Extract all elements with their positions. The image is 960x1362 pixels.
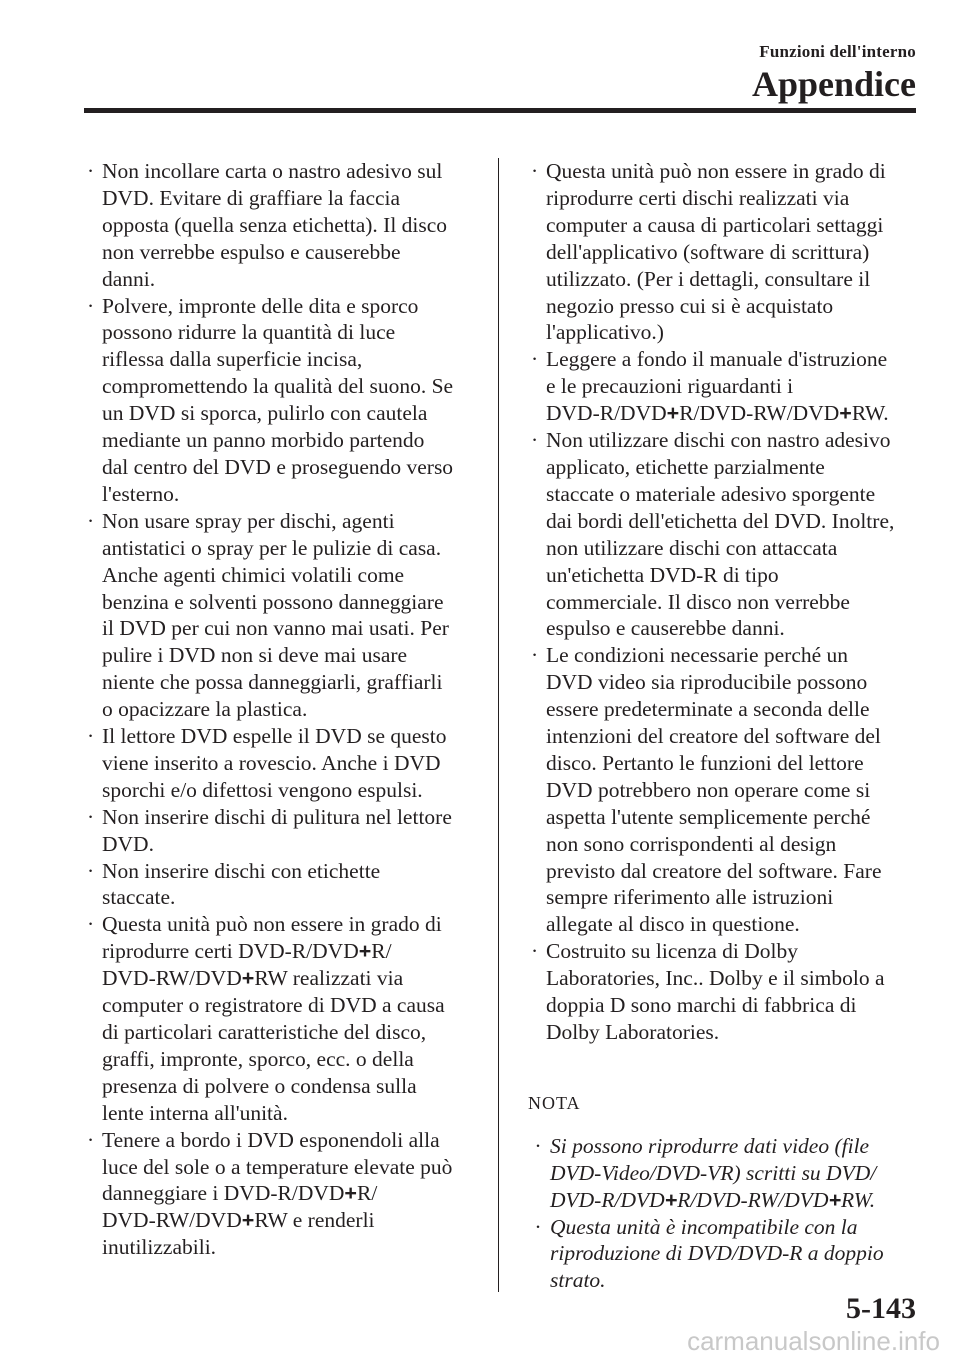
bullet-item (86, 508, 486, 723)
text-line: presenza di polvere o condensa sulla (102, 1073, 417, 1098)
text-line: o opacizzare la plastica. (102, 697, 308, 722)
text-line: Non inserire dischi di pulitura nel lettore (102, 804, 452, 829)
text-line: Polvere, impronte delle dita e sporco (102, 293, 419, 318)
text-line: il DVD per cui non vanno mai usati. Per (102, 616, 449, 641)
text-line: intenzioni del creatore del software del (546, 724, 881, 749)
text-line: antistatici o spray per le pulizie di casa. (102, 535, 442, 560)
text-line: Il lettore DVD espelle il DVD se questo (102, 724, 447, 749)
text-line: disco. Pertanto le funzioni del lettore (546, 750, 864, 775)
plus-glyph: + (666, 401, 680, 426)
text-line: Questa unità può non essere in grado di (546, 159, 886, 183)
text-line: Leggere a fondo il manuale d'istruzione (546, 347, 888, 372)
text-line: strato. (550, 1268, 606, 1293)
text-line: non verrebbe espulso e causerebbe (102, 239, 401, 264)
text-line: DVD potrebbero non operare come si (546, 777, 871, 802)
text-line: mediante un panno morbido partendo (102, 428, 425, 453)
text-line: utilizzato. (Per i dettagli, consultare il (546, 266, 871, 291)
text-line: DVD-RW/DVD+RW realizzati via (102, 966, 404, 991)
text-line: danneggiare i DVD-R/DVD+R/ (102, 1181, 378, 1206)
left-column (86, 158, 486, 1261)
header-rule (84, 108, 916, 113)
text-line: Costruito su licenza di Dolby (546, 939, 798, 964)
column-divider (498, 158, 499, 1292)
text-line: staccate o materiale adesivo sporgente (546, 481, 876, 506)
text-line: commerciale. Il disco non verrebbe (546, 589, 850, 614)
section-label: Funzioni dell'interno (759, 42, 916, 61)
text-line: Non utilizzare dischi con nastro adesivo (546, 428, 891, 453)
text-line: Anche agenti chimici volatili come (102, 562, 405, 587)
text-line: applicato, etichette parzialmente (546, 454, 825, 479)
text-line: DVD-Video/DVD-VR) scritti su DVD/ (550, 1160, 877, 1185)
text-line: previsto dal creatore del software. Fare (546, 858, 882, 883)
text-line: l'esterno. (102, 481, 180, 506)
right-bullet-list (530, 158, 918, 1046)
text-line: non sono corrispondenti al design (546, 831, 837, 856)
bullet-item (86, 1127, 486, 1262)
text-line: viene inserito a rovescio. Anche i DVD (102, 750, 441, 775)
right-column (530, 158, 918, 1294)
text-line: staccate. (102, 885, 176, 910)
text-line: riflessa dalla superficie incisa, (102, 347, 363, 372)
text-line: Le condizioni necessarie perché un (546, 643, 849, 668)
text-line: Questa unità è incompatibile con la (550, 1214, 858, 1239)
plus-glyph: + (241, 966, 255, 991)
bullet-item (530, 938, 918, 1046)
text-line: riprodurre certi dischi realizzati via (546, 185, 850, 210)
bullet-item (86, 911, 486, 1126)
text-line: DVD video sia riproducibile possono (546, 670, 868, 695)
text-line: riproduzione di DVD/DVD-R a doppio (550, 1241, 884, 1266)
bullet-item (530, 427, 918, 642)
text-line: compromettendo la qualità del suono. Se (102, 374, 454, 399)
text-line: Dolby Laboratories. (546, 1020, 720, 1044)
text-line: lente interna all'unità. (102, 1100, 288, 1125)
text-line: computer a causa di particolari settaggi (546, 212, 884, 237)
text-line: aspetta l'utente semplicemente perché (546, 804, 871, 829)
text-line: Non incollare carta o nastro adesivo sul (102, 159, 443, 183)
plus-glyph: + (839, 401, 852, 426)
text-line: benzina e solventi possono danneggiare (102, 589, 444, 614)
bullet-item (530, 158, 918, 346)
text-line: doppia D sono marchi di fabbrica di (546, 993, 857, 1018)
bullet-item (86, 804, 486, 858)
page-title: Appendice (751, 64, 916, 104)
bullet-item (86, 293, 486, 508)
note-list (530, 1133, 918, 1294)
text-line: computer o registratore di DVD a causa (102, 993, 445, 1018)
text-line: l'applicativo.) (546, 320, 664, 345)
bullet-item (534, 1214, 918, 1295)
text-line: Tenere a bordo i DVD esponendoli alla (102, 1127, 440, 1152)
text-line: non utilizzare dischi con attaccata (546, 535, 838, 560)
text-line: e le precauzioni riguardanti i (546, 374, 794, 399)
text-line: danni. (102, 266, 156, 291)
text-line: inutilizzabili. (102, 1235, 217, 1260)
text-line: un DVD si sporca, pulirlo con cautela (102, 401, 428, 426)
text-line: pulire i DVD non si deve mai usare (102, 643, 408, 668)
page-number: 5-143 (846, 1292, 916, 1325)
text-line: di particolari caratteristiche del disco, (102, 1020, 427, 1044)
text-line: espulso e causerebbe danni. (546, 616, 785, 641)
text-line: sempre riferimento alle istruzioni (546, 885, 834, 910)
text-line: allegate al disco in questione. (546, 912, 800, 937)
plus-glyph: + (344, 1181, 357, 1206)
bullet-item (86, 858, 486, 912)
bullet-item (86, 723, 486, 804)
text-line: DVD. Evitare di graffiare la faccia (102, 185, 401, 210)
text-line: DVD. (102, 831, 154, 856)
text-line: luce del sole o a temperature elevate può (102, 1154, 453, 1179)
text-line: Laboratories, Inc.. Dolby e il simbolo a (546, 966, 885, 991)
text-line: dai bordi dell'etichetta del DVD. Inoltre, (546, 508, 895, 533)
text-line: DVD-R/DVD+R/DVD-RW/DVD+RW. (550, 1187, 876, 1212)
text-line: dell'applicativo (software di scrittura) (546, 239, 870, 264)
text-line: riprodurre certi DVD-R/DVD+R/ (102, 939, 392, 964)
left-bullet-list (86, 158, 486, 1261)
text-line: dal centro del DVD e proseguendo verso (102, 454, 454, 479)
text-line: DVD-RW/DVD+RW e renderli (102, 1208, 375, 1233)
bullet-item (530, 346, 918, 427)
note-heading: NOTA (528, 1092, 581, 1113)
plus-glyph: + (664, 1187, 678, 1212)
text-line: Non usare spray per dischi, agenti (102, 508, 395, 533)
text-line: Non inserire dischi con etichette (102, 858, 381, 883)
text-line: Si possono riprodurre dati video (file (550, 1133, 870, 1158)
text-line: essere predeterminate a seconda delle (546, 697, 870, 722)
text-line: un'etichetta DVD-R di tipo (546, 562, 779, 587)
text-line: graffi, impronte, sporco, ecc. o della (102, 1046, 414, 1071)
text-line: sporchi e/o difettosi vengono espulsi. (102, 777, 423, 802)
text-line: DVD-R/DVD+R/DVD-RW/DVD+RW. (546, 401, 889, 426)
text-line: negozio presso cui si è acquistato (546, 293, 834, 318)
bullet-item (86, 158, 486, 293)
bullet-item (534, 1133, 918, 1214)
watermark: carmanualsonline.info (687, 1326, 940, 1356)
text-line: niente che possa danneggiarli, graffiarli (102, 670, 443, 695)
plus-glyph: + (828, 1187, 842, 1212)
text-line: Questa unità può non essere in grado di (102, 912, 442, 937)
text-line: possono ridurre la quantità di luce (102, 320, 396, 345)
plus-glyph: + (358, 939, 372, 964)
text-line: opposta (quella senza etichetta). Il disco (102, 212, 448, 237)
bullet-item (530, 642, 918, 938)
plus-glyph: + (241, 1208, 255, 1233)
